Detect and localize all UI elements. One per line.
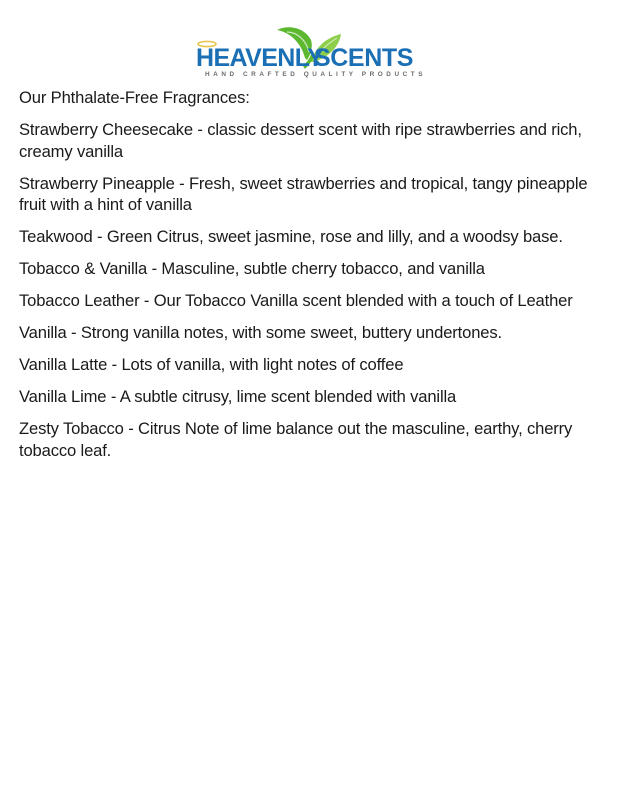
fragrance-item-zesty-tobacco: Zesty Tobacco - Citrus Note of lime balance out the masculine, earthy, cherry tobacco leaf. — [19, 419, 573, 460]
document-heading: Our Phthalate-Free Fragrances: — [19, 88, 250, 107]
fragrance-document — [19, 87, 609, 472]
fragrance-item-vanilla-lime: Vanilla Lime - A subtle citrusy, lime scent blended with vanilla — [19, 387, 457, 406]
fragrance-item-vanilla-latte: Vanilla Latte - Lots of vanilla, with light notes of coffee — [19, 355, 404, 374]
fragrance-item-strawberry-cheesecake: Strawberry Cheesecake - classic dessert scent with ripe strawberries and rich, creamy vanilla — [19, 120, 582, 161]
fragrance-item-vanilla: Vanilla - Strong vanilla notes, with some sweet, buttery undertones. — [19, 323, 502, 342]
brand-tagline: HAND CRAFTED QUALITY PRODUCTS — [205, 71, 427, 78]
fragrance-item-teakwood: Teakwood - Green Citrus, sweet jasmine, rose and lilly, and a woodsy base. — [19, 227, 563, 246]
heavenly-scents-logo — [193, 18, 433, 80]
brand-name-scents: SCENTS — [314, 44, 414, 72]
brand-name-heavenly: HEAVENLY — [196, 44, 324, 72]
fragrance-item-tobacco-vanilla: Tobacco & Vanilla - Masculine, subtle cherry tobacco, and vanilla — [19, 259, 485, 278]
fragrance-item-strawberry-pineapple: Strawberry Pineapple - Fresh, sweet strawberries and tropical, tangy pineapple fruit with a hint of vanilla — [19, 173, 588, 214]
logo-graphic — [193, 18, 433, 80]
fragrance-item-tobacco-leather: Tobacco Leather - Our Tobacco Vanilla scent blended with a touch of Leather — [19, 291, 573, 310]
